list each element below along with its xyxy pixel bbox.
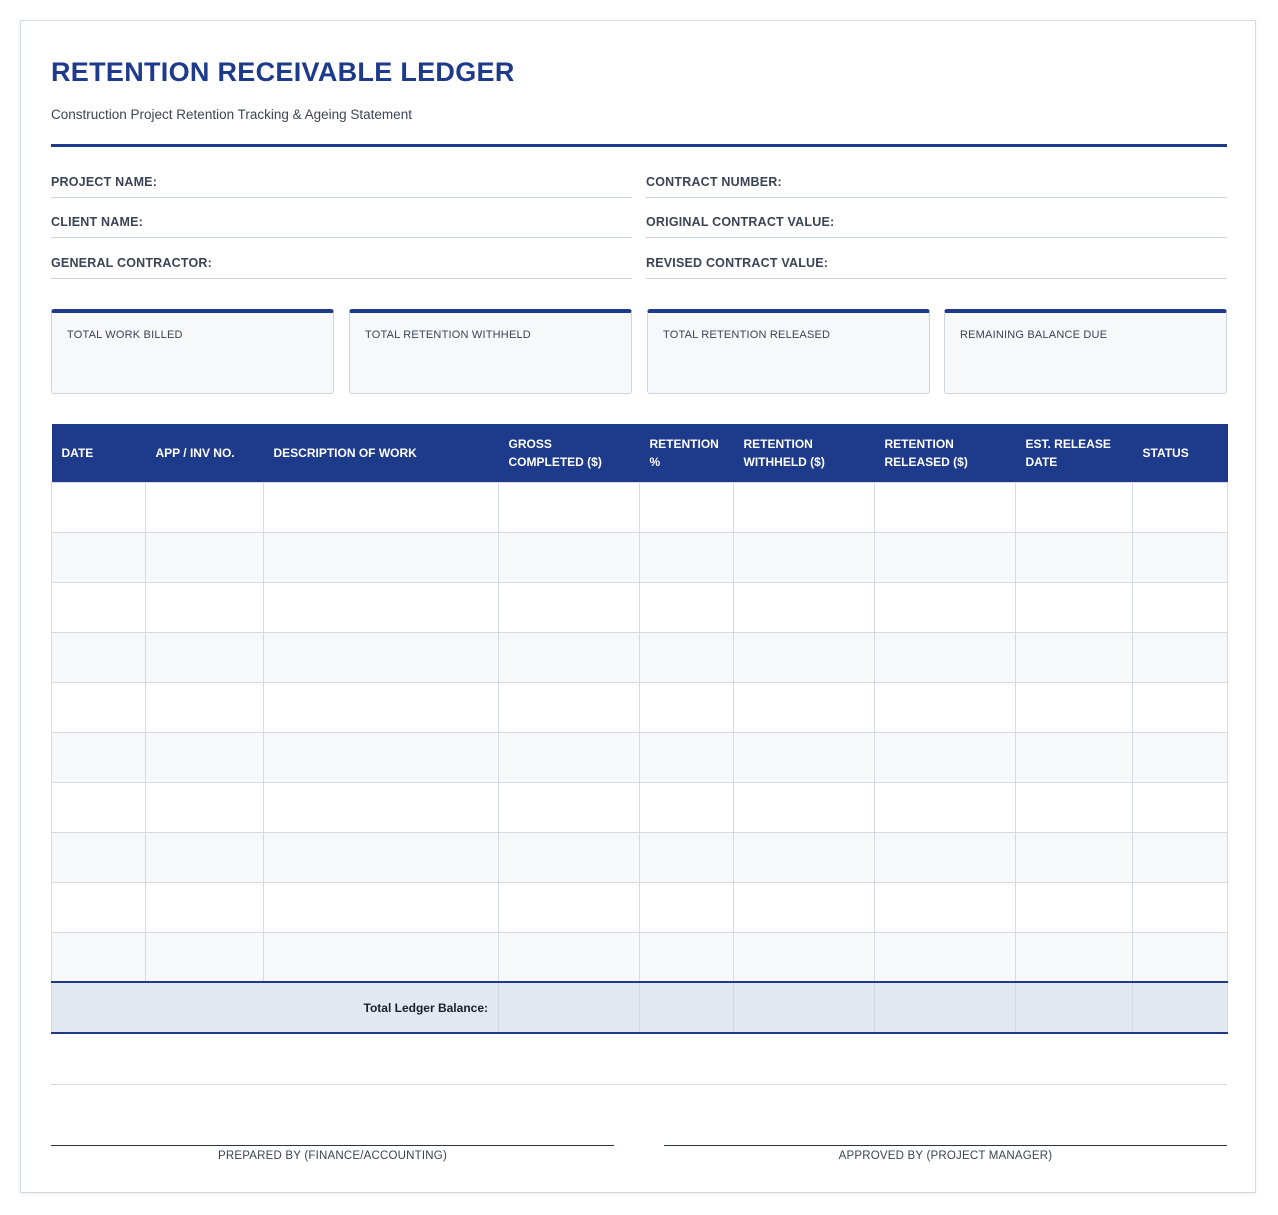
column-header-gross-completed: GROSS COMPLETED ($): [499, 424, 640, 482]
table-cell[interactable]: [146, 782, 264, 832]
table-cell[interactable]: [1133, 882, 1228, 932]
header-divider: [51, 144, 1227, 147]
total-est-release-date-cell[interactable]: [1016, 982, 1133, 1033]
table-cell[interactable]: [1133, 932, 1228, 982]
table-cell[interactable]: [499, 482, 640, 532]
table-cell[interactable]: [1133, 632, 1228, 682]
total-retention-percent-cell[interactable]: [640, 982, 734, 1033]
table-header-row: [52, 424, 1228, 482]
total-gross-completed-cell[interactable]: [499, 982, 640, 1033]
table-cell[interactable]: [499, 582, 640, 632]
table-cell[interactable]: [875, 682, 1016, 732]
table-cell[interactable]: [52, 632, 146, 682]
table-cell[interactable]: [1133, 832, 1228, 882]
approved-by-signature-line[interactable]: [664, 1145, 1227, 1162]
table-cell[interactable]: [640, 782, 734, 832]
table-cell[interactable]: [1133, 482, 1228, 532]
table-cell[interactable]: [52, 682, 146, 732]
revised-contract-value-field[interactable]: [646, 239, 1227, 279]
table-cell[interactable]: [264, 732, 499, 782]
table-cell[interactable]: [875, 582, 1016, 632]
general-contractor-field[interactable]: [51, 239, 632, 279]
table-cell[interactable]: [52, 832, 146, 882]
table-cell[interactable]: [734, 882, 875, 932]
table-cell[interactable]: [640, 882, 734, 932]
table-cell[interactable]: [499, 732, 640, 782]
table-cell[interactable]: [52, 732, 146, 782]
project-name-label: PROJECT NAME:: [51, 175, 158, 189]
column-header-description: DESCRIPTION OF WORK: [264, 424, 499, 482]
table-cell[interactable]: [499, 882, 640, 932]
table-cell[interactable]: [1133, 782, 1228, 832]
table-cell[interactable]: [875, 932, 1016, 982]
table-cell[interactable]: [146, 732, 264, 782]
table-cell[interactable]: [499, 682, 640, 732]
total-retention-released-card: [647, 309, 930, 394]
table-cell[interactable]: [734, 782, 875, 832]
table-cell[interactable]: [640, 682, 734, 732]
table-cell[interactable]: [146, 832, 264, 882]
approved-by-label: APPROVED BY (PROJECT MANAGER): [838, 1150, 1053, 1162]
table-cell[interactable]: [499, 832, 640, 882]
table-cell[interactable]: [146, 582, 264, 632]
table-cell[interactable]: [52, 932, 146, 982]
table-cell[interactable]: [640, 732, 734, 782]
table-cell[interactable]: [734, 582, 875, 632]
table-cell[interactable]: [264, 482, 499, 532]
ledger-body: [52, 482, 1228, 982]
table-cell[interactable]: [1016, 482, 1133, 532]
table-row: [52, 932, 1228, 982]
table-cell[interactable]: [499, 782, 640, 832]
table-cell[interactable]: [1016, 582, 1133, 632]
general-contractor-label: GENERAL CONTRACTOR:: [51, 256, 212, 270]
total-work-billed-card: [51, 309, 334, 394]
table-cell[interactable]: [264, 532, 499, 582]
table-cell[interactable]: [734, 732, 875, 782]
table-cell[interactable]: [1016, 632, 1133, 682]
table-cell[interactable]: [1016, 732, 1133, 782]
table-cell[interactable]: [734, 932, 875, 982]
column-header-retention-released: RETENTION RELEASED ($): [875, 424, 1016, 482]
table-row: [52, 882, 1228, 932]
table-cell[interactable]: [146, 532, 264, 582]
table-cell[interactable]: [146, 482, 264, 532]
document-subtitle: Construction Project Retention Tracking & Ageing Statement: [51, 107, 412, 122]
table-cell[interactable]: [640, 632, 734, 682]
table-cell[interactable]: [734, 832, 875, 882]
column-header-app-inv-no: APP / INV NO.: [146, 424, 264, 482]
table-cell[interactable]: [264, 682, 499, 732]
table-cell[interactable]: [875, 732, 1016, 782]
table-cell[interactable]: [875, 782, 1016, 832]
table-cell[interactable]: [146, 632, 264, 682]
table-cell[interactable]: [52, 782, 146, 832]
table-cell[interactable]: [264, 632, 499, 682]
total-retention-released-cell[interactable]: [875, 982, 1016, 1033]
ledger-page: [20, 20, 1256, 1193]
table-cell[interactable]: [1016, 532, 1133, 582]
table-cell[interactable]: [264, 832, 499, 882]
table-cell[interactable]: [1133, 682, 1228, 732]
total-status-cell[interactable]: [1133, 982, 1228, 1033]
table-cell[interactable]: [264, 882, 499, 932]
table-cell[interactable]: [146, 682, 264, 732]
table-cell[interactable]: [640, 582, 734, 632]
table-cell[interactable]: [640, 832, 734, 882]
client-name-field[interactable]: [51, 198, 632, 238]
ledger-table: [51, 424, 1228, 1034]
table-cell[interactable]: [1133, 532, 1228, 582]
total-retention-released-label: TOTAL RETENTION RELEASED: [663, 329, 831, 341]
table-cell[interactable]: [52, 532, 146, 582]
column-header-est-release-date: EST. RELEASE DATE: [1016, 424, 1133, 482]
contract-number-field[interactable]: [646, 158, 1227, 198]
table-cell[interactable]: [146, 882, 264, 932]
total-retention-withheld-card: [349, 309, 632, 394]
table-cell[interactable]: [1133, 732, 1228, 782]
table-row: [52, 482, 1228, 532]
table-cell[interactable]: [1133, 582, 1228, 632]
table-cell[interactable]: [875, 832, 1016, 882]
table-row: [52, 782, 1228, 832]
client-name-label: CLIENT NAME:: [51, 215, 143, 229]
table-cell[interactable]: [1016, 832, 1133, 882]
original-contract-value-label: ORIGINAL CONTRACT VALUE:: [646, 215, 835, 229]
table-cell[interactable]: [264, 782, 499, 832]
table-row: [52, 582, 1228, 632]
table-row: [52, 632, 1228, 682]
table-row: [52, 532, 1228, 582]
total-retention-withheld-cell[interactable]: [734, 982, 875, 1033]
footer-divider: [51, 1084, 1227, 1085]
prepared-by-signature-line[interactable]: [51, 1145, 614, 1162]
remaining-balance-due-label: REMAINING BALANCE DUE: [960, 329, 1108, 341]
remaining-balance-due-card: [944, 309, 1227, 394]
table-cell[interactable]: [499, 932, 640, 982]
contract-number-label: CONTRACT NUMBER:: [646, 175, 782, 189]
table-cell[interactable]: [52, 882, 146, 932]
table-cell[interactable]: [734, 532, 875, 582]
table-cell[interactable]: [146, 932, 264, 982]
table-cell[interactable]: [875, 482, 1016, 532]
table-cell[interactable]: [52, 482, 146, 532]
table-row: [52, 682, 1228, 732]
table-cell[interactable]: [734, 632, 875, 682]
table-row: [52, 832, 1228, 882]
total-ledger-balance-label: Total Ledger Balance:: [52, 982, 499, 1033]
table-cell[interactable]: [734, 682, 875, 732]
table-cell[interactable]: [1016, 882, 1133, 932]
column-header-retention-withheld: RETENTION WITHHELD ($): [734, 424, 875, 482]
table-cell[interactable]: [499, 532, 640, 582]
table-cell[interactable]: [875, 532, 1016, 582]
document-title: RETENTION RECEIVABLE LEDGER: [51, 57, 515, 87]
table-cell[interactable]: [640, 532, 734, 582]
prepared-by-label: PREPARED BY (FINANCE/ACCOUNTING): [218, 1150, 447, 1162]
total-row: [52, 982, 1228, 1033]
column-header-date: DATE: [52, 424, 146, 482]
revised-contract-value-label: REVISED CONTRACT VALUE:: [646, 256, 829, 270]
table-cell[interactable]: [734, 482, 875, 532]
table-cell[interactable]: [1016, 682, 1133, 732]
table-cell[interactable]: [640, 482, 734, 532]
table-cell[interactable]: [264, 932, 499, 982]
table-cell[interactable]: [52, 582, 146, 632]
table-row: [52, 732, 1228, 782]
original-contract-value-field[interactable]: [646, 198, 1227, 238]
table-cell[interactable]: [264, 582, 499, 632]
total-work-billed-label: TOTAL WORK BILLED: [67, 329, 183, 341]
project-name-field[interactable]: [51, 158, 632, 198]
table-cell[interactable]: [499, 632, 640, 682]
column-header-status: STATUS: [1133, 424, 1228, 482]
table-cell[interactable]: [875, 632, 1016, 682]
total-retention-withheld-label: TOTAL RETENTION WITHHELD: [365, 329, 531, 341]
table-cell[interactable]: [1016, 932, 1133, 982]
table-cell[interactable]: [1016, 782, 1133, 832]
table-cell[interactable]: [640, 932, 734, 982]
column-header-retention-percent: RETENTION %: [640, 424, 734, 482]
table-cell[interactable]: [875, 882, 1016, 932]
